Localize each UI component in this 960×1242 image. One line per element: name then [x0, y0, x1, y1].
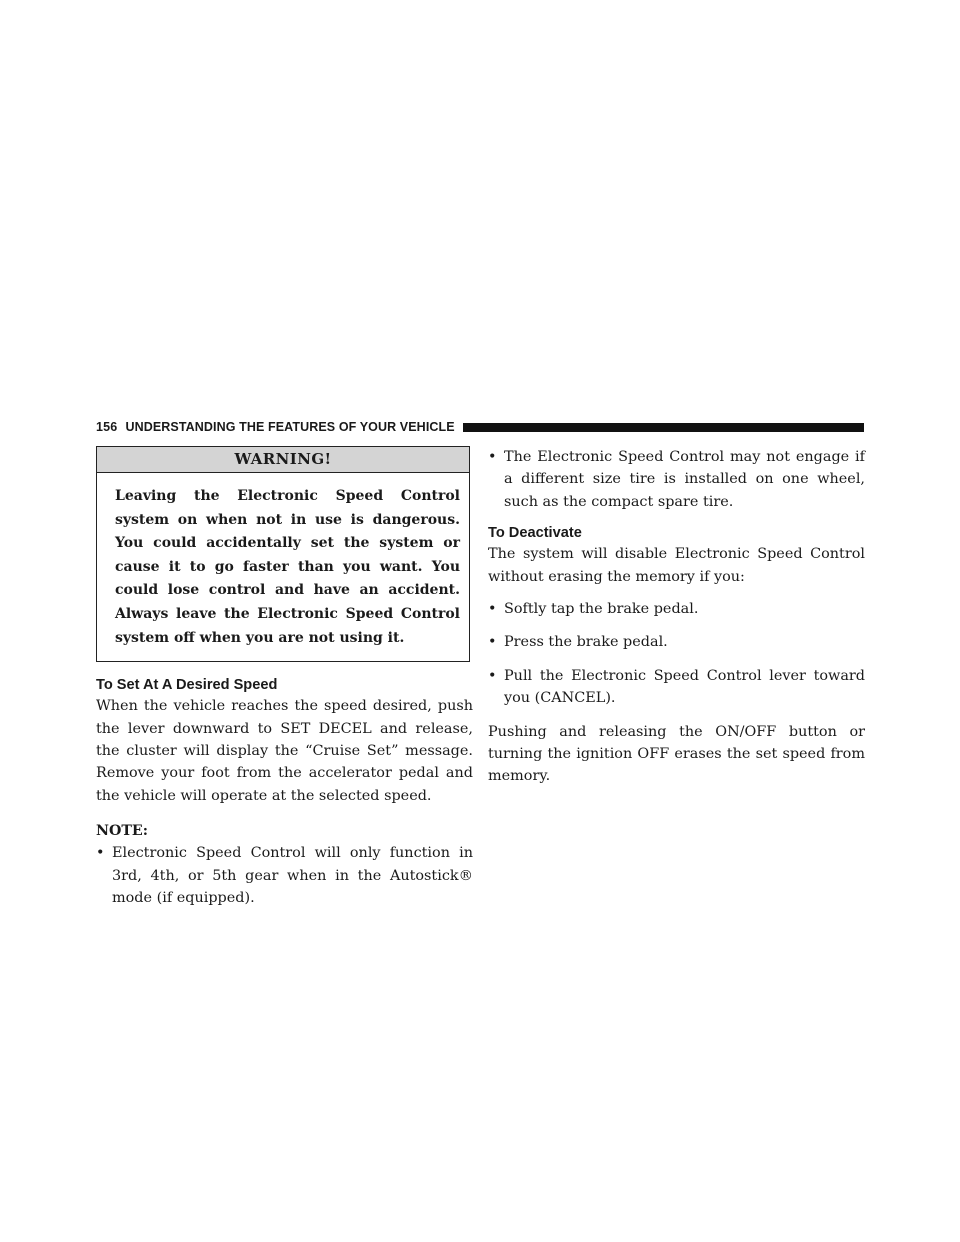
- bullet-icon: •: [96, 845, 105, 862]
- set-speed-paragraph: When the vehicle reaches the speed desired, push the lever downward to SET DECEL and release, the cluster will display the “Cruise Set” message. Remove your foot from the accelerator pedal and the vehicle will operate at the selected speed.: [96, 698, 473, 804]
- note-list: [96, 842, 473, 909]
- header-rule: [463, 423, 864, 432]
- bullet-icon: •: [488, 601, 497, 618]
- warning-body: Leaving the Electronic Speed Control system on when not in use is dangerous. You could accidentally set the system or cause it to go faster than you want. You could lose control and have an accident. Always leave the Electronic Speed Control system off when you are not using it.: [115, 488, 460, 646]
- note-label: NOTE:: [96, 823, 148, 840]
- list-item: [488, 598, 865, 620]
- section-title: UNDERSTANDING THE FEATURES OF YOUR VEHICLE: [125, 420, 455, 434]
- deactivate-intro: The system will disable Electronic Speed Control without erasing the memory if you:: [488, 546, 865, 585]
- set-speed-heading: To Set At A Desired Speed: [96, 677, 278, 694]
- list-item-text: Press the brake pedal.: [504, 634, 668, 651]
- list-item: [488, 665, 865, 710]
- note-list-continued: [488, 446, 865, 513]
- list-item-text: Electronic Speed Control will only function in 3rd, 4th, or 5th gear when in the Autostick® mode (if equipped).: [112, 845, 473, 906]
- right-column: [488, 446, 865, 788]
- bullet-icon: •: [488, 449, 497, 465]
- deactivate-closing: Pushing and releasing the ON/OFF button or turning the ignition OFF erases the set speed from memory.: [488, 723, 865, 785]
- bullet-icon: •: [488, 634, 497, 651]
- warning-title: WARNING!: [97, 447, 469, 473]
- list-item-text: Pull the Electronic Speed Control lever toward you (CANCEL).: [504, 667, 865, 707]
- list-item-text: Softly tap the brake pedal.: [504, 601, 699, 618]
- deactivate-heading: To Deactivate: [488, 525, 582, 542]
- page-header: [96, 418, 864, 436]
- list-item: [488, 446, 865, 513]
- list-item: [488, 631, 865, 653]
- deactivate-list: [488, 598, 865, 710]
- list-item: [96, 842, 473, 909]
- list-item-text: The Electronic Speed Control may not engage if a different size tire is installed on one wheel, such as the compact spare tire.: [504, 449, 865, 510]
- page-number: 156: [96, 420, 118, 434]
- warning-box: [96, 446, 470, 662]
- bullet-icon: •: [488, 667, 497, 684]
- left-column: [96, 446, 473, 909]
